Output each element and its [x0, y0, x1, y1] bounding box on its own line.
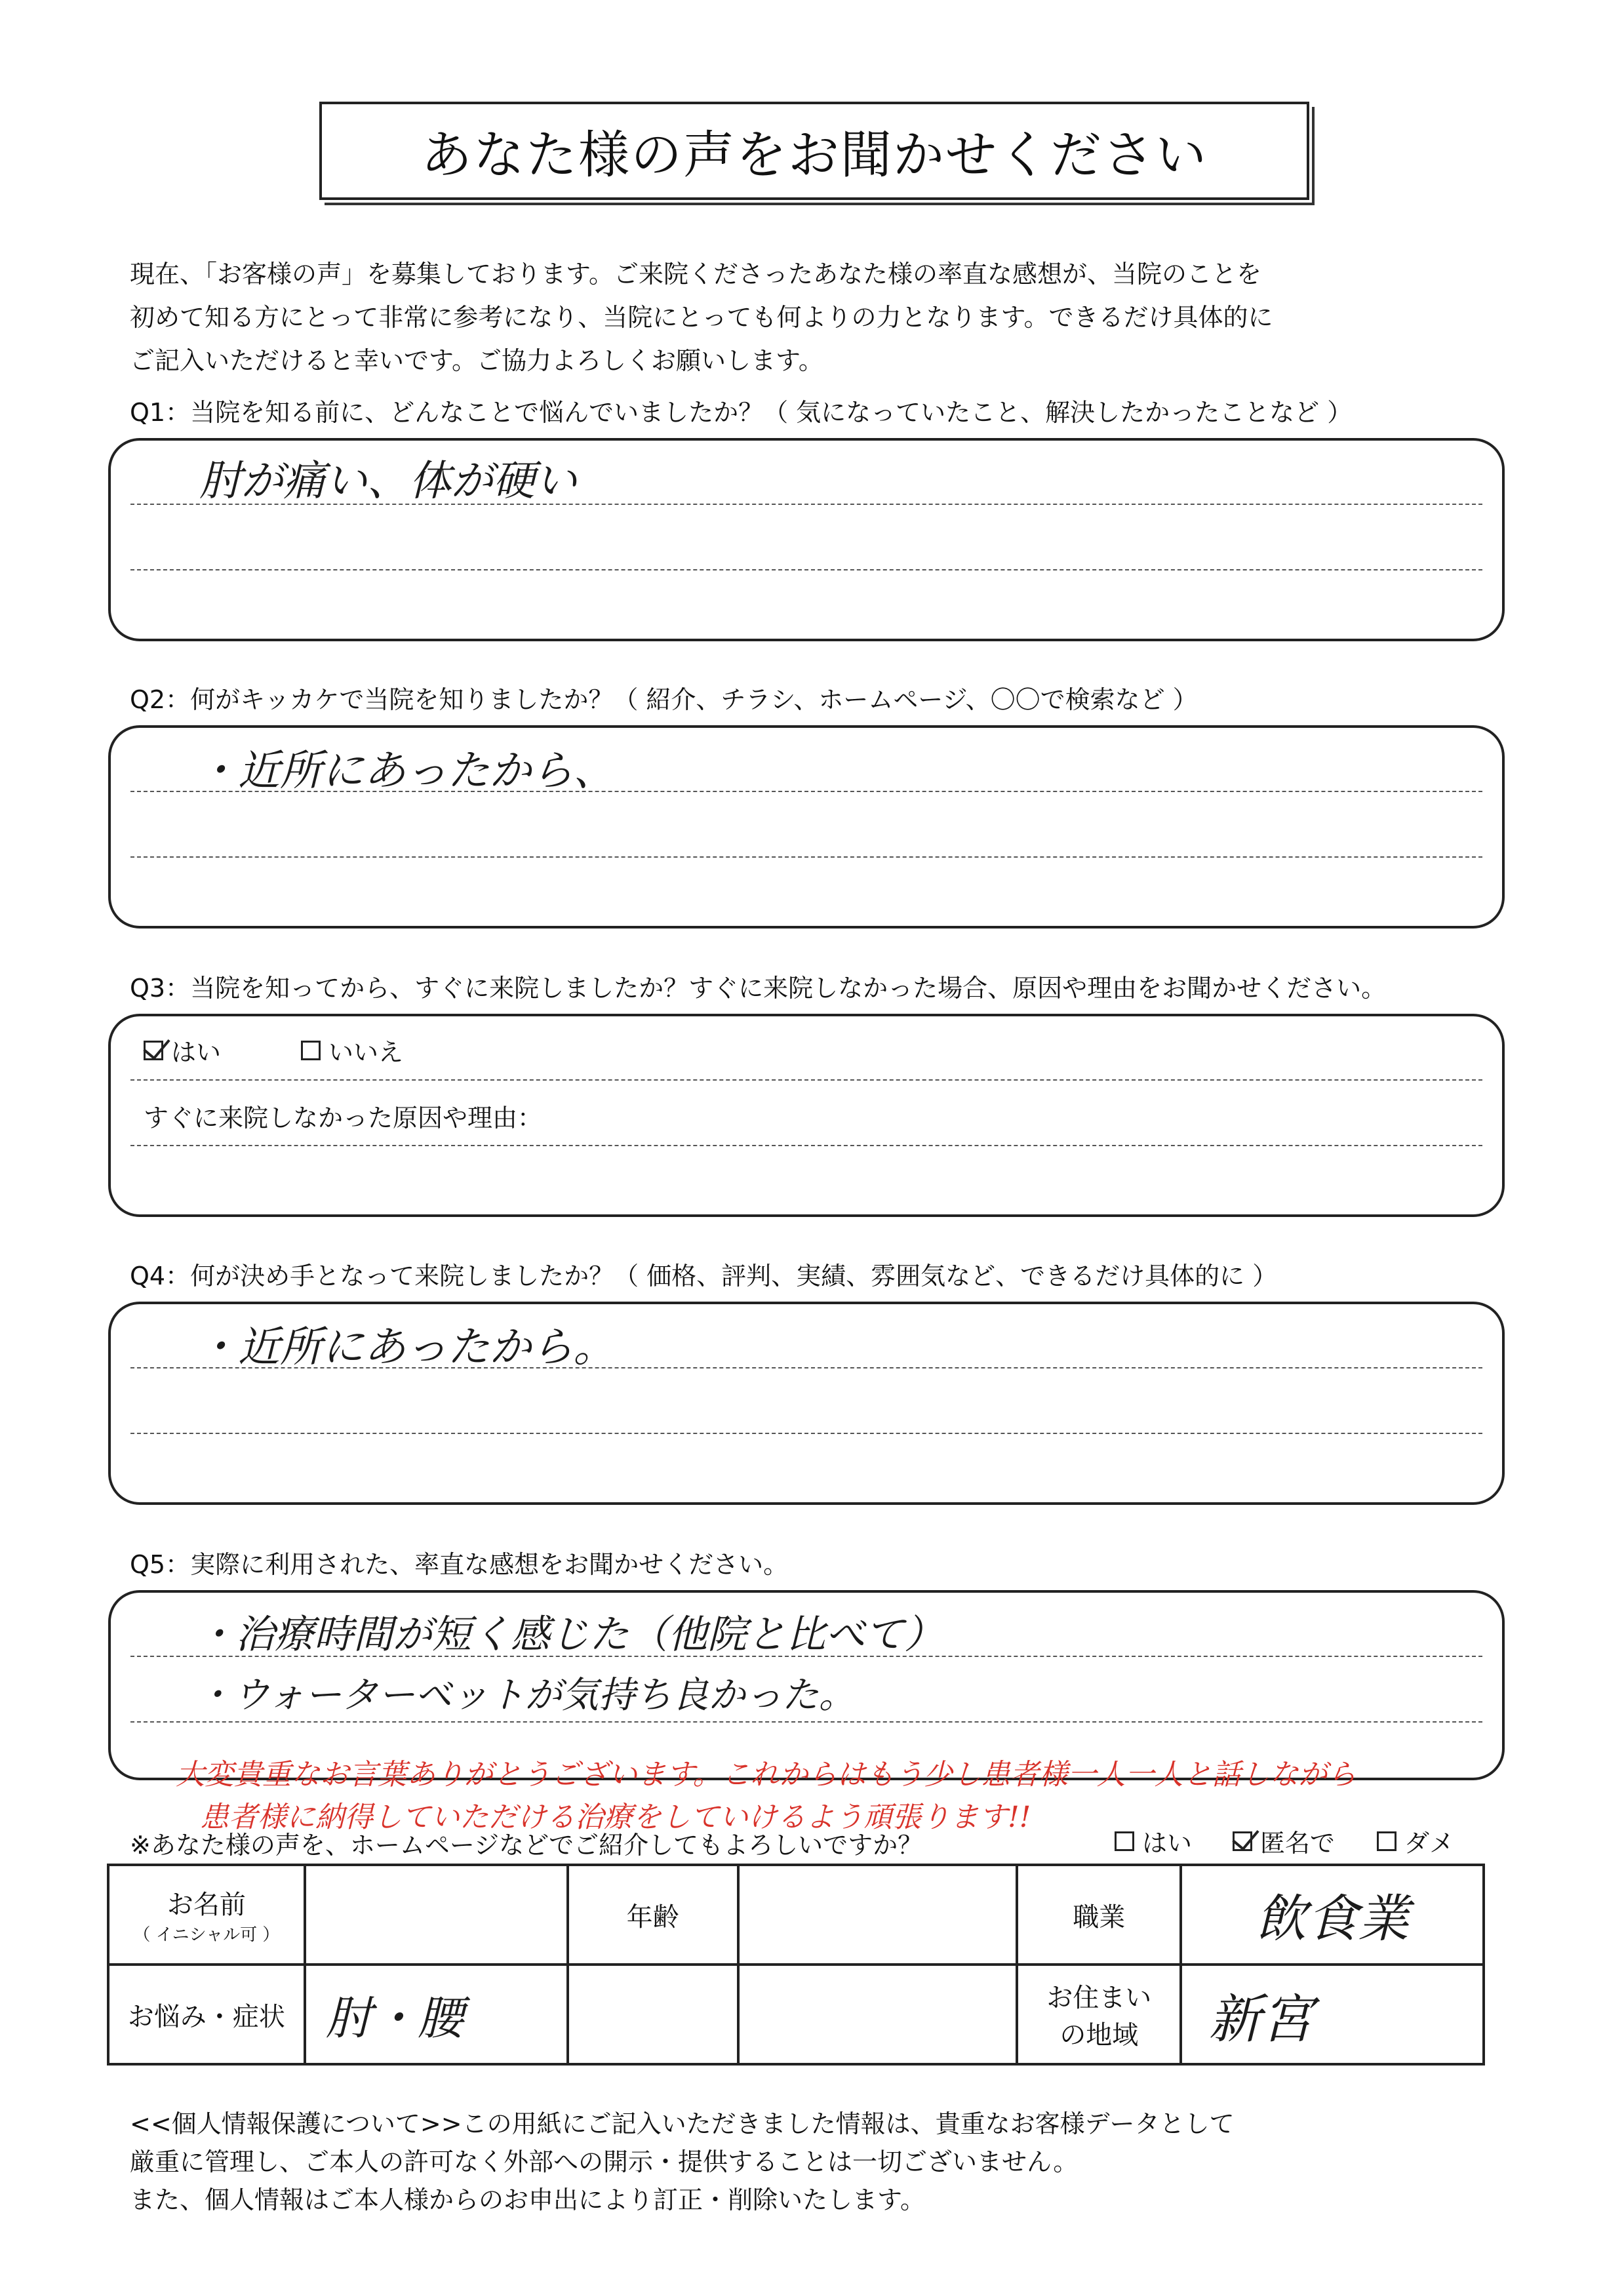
intro-line: 現在、「お客様の声」を募集しております。ご来院くださったあなた様の率直な感想が、当院のことを [130, 260, 1261, 289]
q3-answer-box[interactable] [108, 1014, 1505, 1217]
q2-answer-box[interactable] [108, 725, 1505, 928]
info-table [107, 1864, 1485, 2066]
area-value: 新宮 [1208, 1988, 1314, 2050]
name-label: お名前 [167, 1890, 246, 1920]
privacy-line: また、個人情報はご本人様からのお申出により訂正・削除いたします。 [130, 2185, 925, 2214]
job-value-cell[interactable] [1181, 1865, 1484, 1965]
checkbox-icon[interactable] [301, 1041, 321, 1060]
checkbox-checked-icon[interactable] [1233, 1831, 1252, 1851]
age-label: 年齢 [626, 1902, 679, 1932]
q2-answer: ・近所にあったから、 [196, 747, 616, 795]
publish-question: ※あなた様の声を、ホームページなどでご紹介してもよろしいですか？ [130, 1831, 923, 1860]
age-label-cell [568, 1865, 738, 1965]
publish-anonymous-option[interactable] [1233, 1823, 1335, 1859]
name-value-cell[interactable] [305, 1865, 568, 1965]
q1-label: Q1：当院を知る前に、どんなことで悩んでいましたか？（ 気になっていたこと、解決したかったことなど ） [130, 398, 1353, 427]
checkbox-checked-icon[interactable] [144, 1041, 163, 1060]
q2-label: Q2：何がキッカケで当院を知りましたか？（ 紹介、チラシ、ホームページ、〇〇で検索など ） [130, 685, 1198, 714]
q5-label: Q5：実際に利用された、率直な感想をお聞かせください。 [130, 1550, 789, 1579]
staff-reply-line2: 患者様に納得していただける治療をしていけるよう頑張ります!! [200, 1801, 1031, 1834]
q3-reason-label: すぐに来院しなかった原因や理由： [144, 1104, 543, 1132]
symptom-label-cell [108, 1965, 305, 2064]
q4-answer-box[interactable] [108, 1302, 1505, 1505]
intro-line: ご記入いただけると幸いです。ご協力よろしくお願いします。 [130, 346, 823, 375]
publish-anonymous-label: 匿名で [1260, 1829, 1336, 1858]
q3-label: Q3：当院を知ってから、すぐに来院しましたか？すぐに来院しなかった場合、原因や理由をお聞かせください。 [130, 974, 1387, 1003]
age-value-cell[interactable] [738, 1865, 1018, 1965]
table-row [108, 1865, 1484, 1965]
checkbox-icon[interactable] [1377, 1831, 1396, 1851]
table-row [108, 1965, 1484, 2064]
name-label-cell [108, 1865, 305, 1965]
q3-no-label: いいえ [328, 1038, 404, 1067]
q3-no-option[interactable] [301, 1032, 403, 1068]
staff-reply-line1: 大変貴重なお言葉ありがとうございます。これからはもう少し患者様一人一人と話しながら [176, 1758, 1357, 1791]
intro-line: 初めて知る方にとって非常に参考になり、当院にとっても何よりの力となります。できるだけ具体的に [130, 303, 1273, 332]
q1-answer: 肘が痛い、体が硬い [199, 457, 577, 506]
checkbox-icon[interactable] [1115, 1831, 1134, 1851]
intro-text [130, 252, 1507, 382]
privacy-notice [130, 2105, 1235, 2219]
publish-no-option[interactable] [1377, 1823, 1454, 1859]
area-label-cell [1017, 1965, 1181, 2064]
q4-label: Q4：何が決め手となって来院しましたか？（ 価格、評判、実績、雰囲気など、できるだけ具体的に ） [130, 1262, 1278, 1290]
page-title: あなた様の声をお聞かせください [319, 102, 1309, 200]
job-value: 飲食業 [1256, 1890, 1410, 1949]
empty-cell [738, 1965, 1018, 2064]
publish-yes-label: はい [1142, 1829, 1193, 1858]
job-label-cell [1017, 1865, 1181, 1965]
q1-answer-box[interactable] [108, 438, 1505, 641]
publish-yes-option[interactable] [1115, 1823, 1192, 1859]
symptom-label: お悩み・症状 [127, 2001, 285, 2032]
area-label-line2: の地域 [1060, 2020, 1139, 2050]
q4-answer: ・近所にあったから。 [196, 1323, 616, 1372]
job-label: 職業 [1073, 1902, 1126, 1932]
q3-yes-option[interactable] [144, 1032, 221, 1068]
symptom-value-cell[interactable] [305, 1965, 568, 2064]
q5-answer-line1: ・治療時間が短く感じた（他院と比べて） [196, 1612, 943, 1658]
privacy-line: <<個人情報保護について>>この用紙にご記入いただきました情報は、貴重なお客様データとして [130, 2109, 1235, 2138]
area-label-line1: お住まい [1046, 1983, 1152, 2013]
symptom-value: 肘・腰 [325, 1991, 464, 2045]
area-value-cell[interactable] [1181, 1965, 1484, 2064]
publish-no-label: ダメ [1404, 1829, 1455, 1858]
name-sublabel: （ イニシャル可 ） [133, 1925, 280, 1945]
q5-answer-line2: ・ウォーターベットが気持ち良かった。 [196, 1674, 856, 1717]
empty-cell [568, 1965, 738, 2064]
privacy-line: 厳重に管理し、ご本人の許可なく外部への開示・提供することは一切ございません。 [130, 2147, 1079, 2176]
q3-yes-label: はい [171, 1038, 222, 1067]
